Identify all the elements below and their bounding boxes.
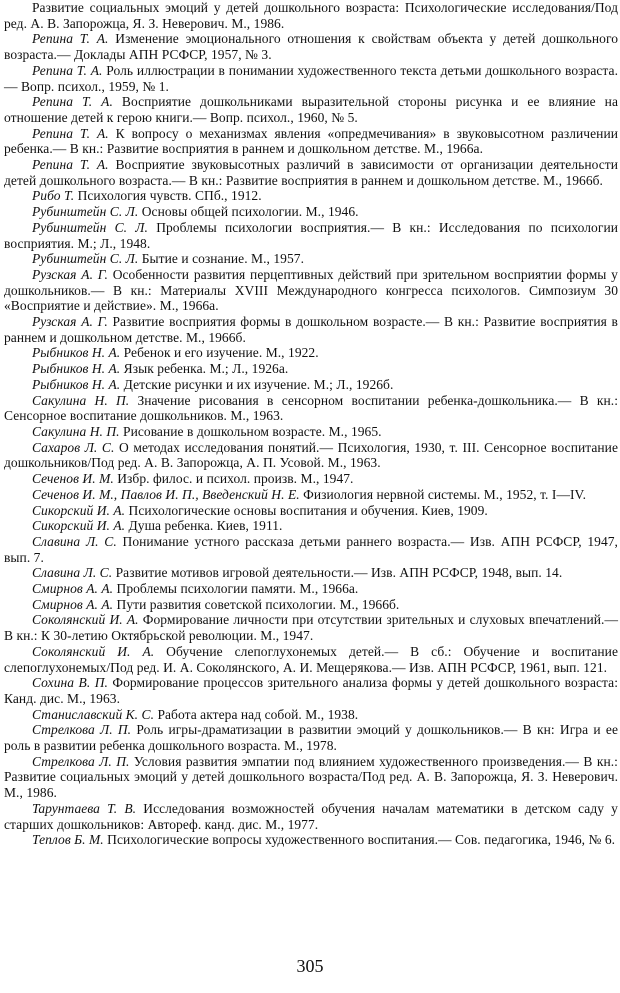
bibliography-entry — [4, 471, 618, 487]
bibliography-entry — [4, 157, 618, 188]
bibliography-entry — [4, 675, 618, 706]
entry-text: К вопросу о механизмах явления «опредмечивания» в звуковысотном различении ребенка.— В кн.: Развитие восприятия в раннем и дошкольном детстве. М., 1966а. — [4, 125, 618, 157]
bibliography-entry — [4, 612, 618, 643]
entry-text: Пути развития советской психологии. М., 1966б. — [116, 596, 400, 612]
entry-author: Репина Т. А. — [32, 62, 103, 78]
entry-text: Развитие социальных эмоций у детей дошкольного возраста: Психологические исследования/Под ред. А. В. Запорожца, Я. З. Неверович. М., 1986. — [4, 0, 618, 31]
entry-author: Рыбников Н. А. — [32, 345, 121, 361]
entry-text: Душа ребенка. Киев, 1911. — [128, 518, 283, 534]
entry-text: Восприятие дошкольниками выразительной стороны рисунка и ее влияние на отношение детей к герою книги.— Вопр. психол., 1960, № 5. — [4, 94, 619, 125]
entry-text: Обучение слепоглухонемых детей.— В сб.: Обучение и воспитание слепоглухонемых/Под ред. И. А. Соколянского, А. И. Мещерякова.— Изв. АПН РСФСР, 1961, вып. 121. — [4, 643, 618, 675]
entry-author: Рубинштейн С. Л. — [32, 251, 139, 267]
entry-text: Детские рисунки и их изучение. М.; Л., 1926б. — [123, 376, 394, 392]
entry-author: Сеченов И. М. — [32, 471, 114, 487]
entry-text: Формирование процессов зрительного анализа формы у детей дошкольного возраста: Канд. дис. М., 1963. — [4, 675, 618, 706]
entry-author: Смирнов А. А. — [32, 596, 114, 612]
entry-text: Особенности развития перцептивных действий при зрительном восприятии формы у дошкольников.— В кн.: Материалы XVIII Международного конгресса психологов. Симпозиум 30 «Восприятие и действие». М., 1966а. — [4, 266, 618, 314]
bibliography-entry — [4, 220, 618, 251]
entry-author: Репина Т. А. — [32, 157, 109, 173]
entry-author: Теплов Б. М. — [32, 832, 104, 848]
entry-text: Значение рисования в сенсорном воспитании ребенка-дошкольника.— В кн.: Сенсорное воспитание дошкольников. М., 1963. — [4, 392, 618, 424]
bibliography-entry — [4, 393, 618, 424]
bibliography-entry — [4, 314, 618, 345]
bibliography-entry — [4, 126, 618, 157]
bibliography-entry — [4, 94, 618, 125]
entry-text: Ребенок и его изучение. М., 1922. — [123, 345, 319, 361]
entry-text: Условия развития эмпатии под влиянием художественного произведения.— В кн.: Развитие социальных эмоций у детей дошкольного возраста/Под ред. А. В. Запорожца, Я. З. Неверович. М., 1986. — [4, 753, 618, 801]
entry-author: Сакулина Н. П. — [32, 392, 130, 408]
entry-author: Сеченов И. М., Павлов И. П., Введенский Н. Е. — [32, 486, 300, 502]
bibliography-entry — [4, 377, 618, 393]
entry-author: Сакулина Н. П. — [32, 423, 120, 439]
bibliography-entry — [4, 0, 618, 31]
entry-text: Развитие восприятия формы в дошкольном возрасте.— В кн.: Развитие восприятия в раннем и дошкольном детстве. М., 1966б. — [4, 314, 618, 345]
bibliography-entry — [4, 754, 618, 801]
entry-text: Бытие и сознание. М., 1957. — [141, 251, 304, 267]
bibliography-entry — [4, 424, 618, 440]
entry-text: Основы общей психологии. М., 1946. — [141, 204, 359, 220]
entry-text: Изменение эмоционального отношения к свойствам объекта у детей дошкольного возраста.— Доклады АПН РСФСР, 1957, № 3. — [4, 31, 618, 63]
bibliography-entry — [4, 31, 618, 62]
entry-text: Роль игры-драматизации в развитии эмоций у дошкольников.— В кн: Игра и ее роль в развитии ребенка дошкольного возраста. М., 1978. — [4, 722, 618, 754]
bibliography-entry — [4, 832, 618, 848]
bibliography-entry — [4, 801, 618, 832]
entry-text: Исследования возможностей обучения началам математики в детском саду у старших дошкольников: Автореф. канд. дис. М., 1977. — [4, 800, 618, 832]
bibliography-entry — [4, 487, 618, 503]
entry-author: Сахаров Л. С. — [32, 439, 115, 455]
entry-text: Рисование в дошкольном возрасте. М., 1965. — [123, 423, 382, 439]
bibliography-entry — [4, 565, 618, 581]
bibliography-entry — [4, 188, 618, 204]
entry-author: Станиславский К. С. — [32, 706, 155, 722]
entry-author: Сикорский И. А. — [32, 502, 126, 518]
entry-author: Стрелкова Л. П. — [32, 753, 130, 769]
entry-author: Репина Т. А. — [32, 31, 109, 47]
entry-author: Taрунтаева Т. В. — [32, 800, 137, 816]
entry-text: Психологические основы воспитания и обучения. Киев, 1909. — [128, 502, 488, 518]
entry-author: Славина Л. С. — [32, 565, 113, 581]
page-number: 305 — [296, 956, 324, 976]
entry-author: Стрелкова Л. П. — [32, 722, 132, 738]
entry-text: Формирование личности при отсутствии зрительных и слуховых впечатлений.— В кн.: К 30-летию Октябрьской революции. М., 1947. — [4, 612, 618, 644]
bibliography-entry — [4, 361, 618, 377]
bibliography-entry — [4, 597, 618, 613]
bibliography-entry — [4, 204, 618, 220]
bibliography-entry — [4, 503, 618, 519]
entry-author: Сикорский И. А. — [32, 518, 126, 534]
entry-author: Рузская А. Г. — [32, 266, 108, 282]
bibliography-entry — [4, 534, 618, 565]
entry-author: Рыбников Н. А. — [32, 361, 121, 377]
bibliography-entry — [4, 707, 618, 723]
entry-text: Избр. филос. и психол. произв. М., 1947. — [117, 471, 354, 487]
entry-author: Соколянский И. А. — [32, 643, 155, 659]
entry-author: Соколянский И. А. — [32, 612, 139, 628]
bibliography-entry — [4, 440, 618, 471]
entry-text: Язык ребенка. М.; Л., 1926а. — [123, 361, 289, 377]
entry-text: Психологические вопросы художественного воспитания.— Сов. педагогика, 1946, № 6. — [107, 832, 616, 848]
entry-text: Проблемы психологии восприятия.— В кн.: Исследования по психологии восприятия. М.; Л., 1948. — [4, 219, 618, 251]
bibliography-entry — [4, 722, 618, 753]
bibliography-entry — [4, 63, 618, 94]
entry-author: Славина Л. С. — [32, 533, 117, 549]
entry-author: Рыбников Н. А. — [32, 376, 121, 392]
bibliography-entry — [4, 345, 618, 361]
entry-author: Рубинштейн С. Л. — [32, 219, 148, 235]
entry-text: Работа актера над собой. М., 1938. — [157, 706, 359, 722]
bibliography-entry — [4, 644, 618, 675]
bibliography-entry — [4, 518, 618, 534]
entry-text: О методах исследования понятий.— Психология, 1930, т. III. Сенсорное воспитание дошкольников/Под ред. А. В. Запорожца, А. П. Усовой. М., 1963. — [4, 439, 618, 471]
entry-author: Рузская А. Г. — [32, 314, 108, 330]
bibliography-entry — [4, 581, 618, 597]
bibliography-list — [4, 0, 618, 848]
entry-author: Рибо Т. — [32, 188, 75, 204]
entry-text: Роль иллюстрации в понимании художественного текста детьми дошкольного возраста.— Вопр. психол., 1959, № 1. — [4, 62, 619, 94]
entry-author: Сохина В. П. — [32, 675, 108, 691]
bibliography-entry — [4, 251, 618, 267]
entry-text: Физиология нервной системы. М., 1952, т. I—IV. — [303, 486, 587, 502]
entry-text: Восприятие звуковысотных различий в зависимости от организации деятельности детей дошкольного возраста.— В кн.: Развитие восприятия в раннем и дошкольном детстве. М., 1966б. — [4, 157, 618, 188]
entry-author: Рубинштейн С. Л. — [32, 204, 139, 220]
entry-text: Развитие мотивов игровой деятельности.— Изв. АПН РСФСР, 1948, вып. 14. — [115, 565, 563, 581]
bibliography-entry — [4, 267, 618, 314]
entry-text: Понимание устного рассказа детьми раннего возраста.— Изв. АПН РСФСР, 1947, вып. 7. — [4, 533, 618, 565]
entry-text: Психология чувств. СПб., 1912. — [77, 188, 262, 204]
entry-author: Смирнов А. А. — [32, 581, 114, 597]
entry-text: Проблемы психологии памяти. М., 1966а. — [116, 581, 359, 597]
entry-author: Репина Т. А. — [32, 94, 113, 110]
entry-author: Репина Т. А. — [32, 125, 109, 141]
